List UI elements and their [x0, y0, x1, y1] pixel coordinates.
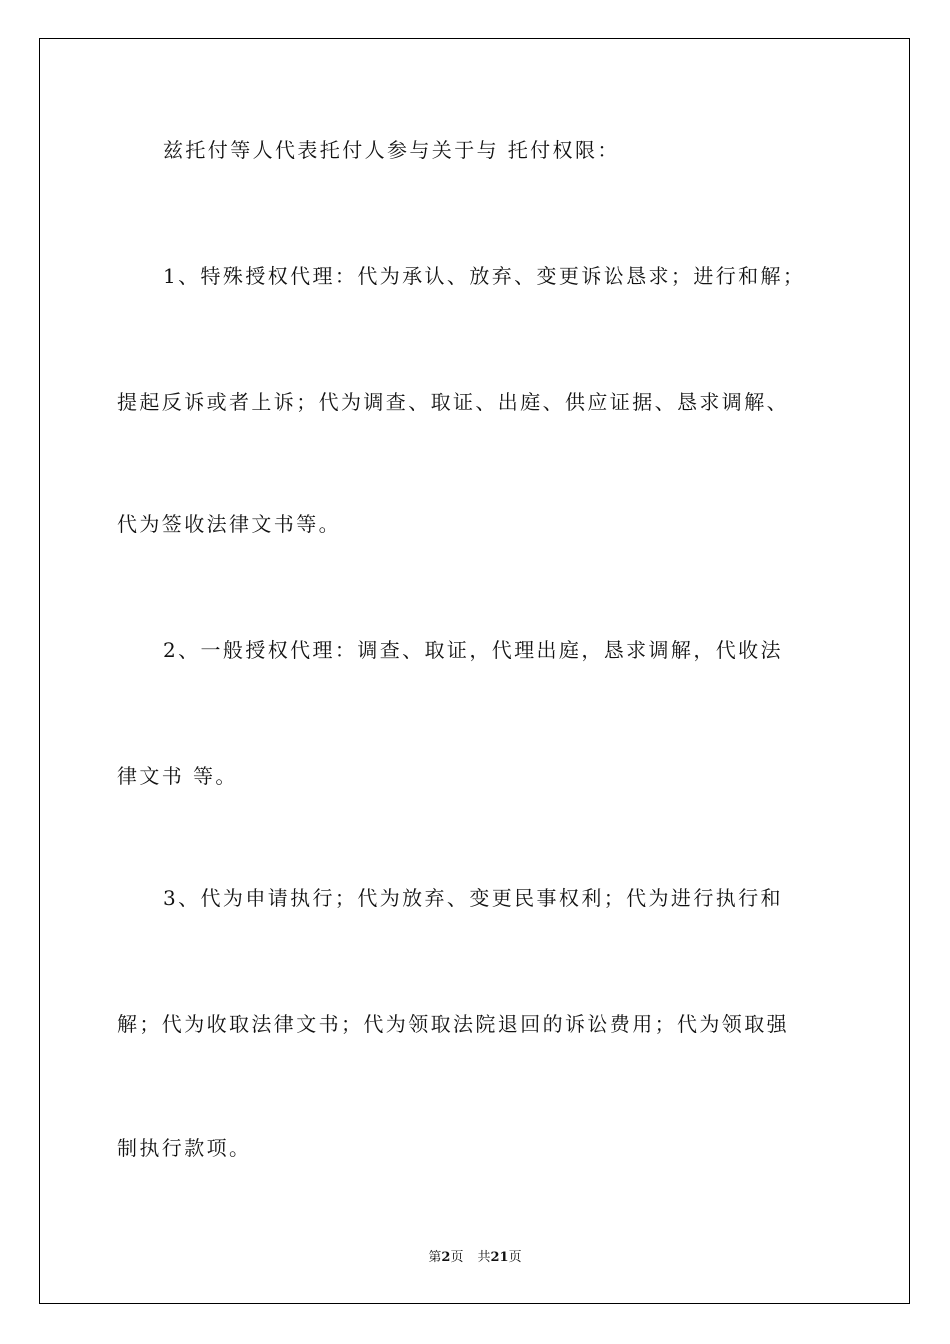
paragraph-line-item1-end: 代为签收法律文书等。 — [117, 512, 341, 536]
paragraph-line-item3-end: 制执行款项。 — [117, 1136, 252, 1160]
paragraph-line-item1: 1、特殊授权代理：代为承认、放弃、变更诉讼恳求；进行和解； — [163, 264, 806, 288]
footer-page-total: 21 — [490, 1250, 509, 1265]
paragraph-line-item1-cont: 提起反诉或者上诉；代为调查、取证、出庭、供应证据、恳求调解、 — [117, 390, 789, 414]
footer-total-prefix: 共 — [477, 1250, 491, 1265]
footer-total-suffix: 页 — [508, 1250, 522, 1265]
footer-page-prefix: 第 — [428, 1250, 442, 1265]
paragraph-line-item2-end: 律文书 等。 — [117, 764, 238, 788]
paragraph-line-item3-cont: 解；代为收取法律文书；代为领取法院退回的诉讼费用；代为领取强 — [117, 1012, 789, 1036]
footer-page-suffix: 页 — [450, 1250, 464, 1265]
paragraph-line-item2: 2、一般授权代理：调查、取证，代理出庭，恳求调解，代收法 — [163, 638, 783, 662]
footer-page-current: 2 — [441, 1250, 451, 1265]
page-border — [39, 38, 910, 1304]
page-footer — [0, 1246, 950, 1265]
paragraph-line-item3: 3、代为申请执行；代为放弃、变更民事权利；代为进行执行和 — [163, 886, 783, 910]
paragraph-line-intro: 兹托付等人代表托付人参与关于与 托付权限： — [163, 138, 620, 162]
